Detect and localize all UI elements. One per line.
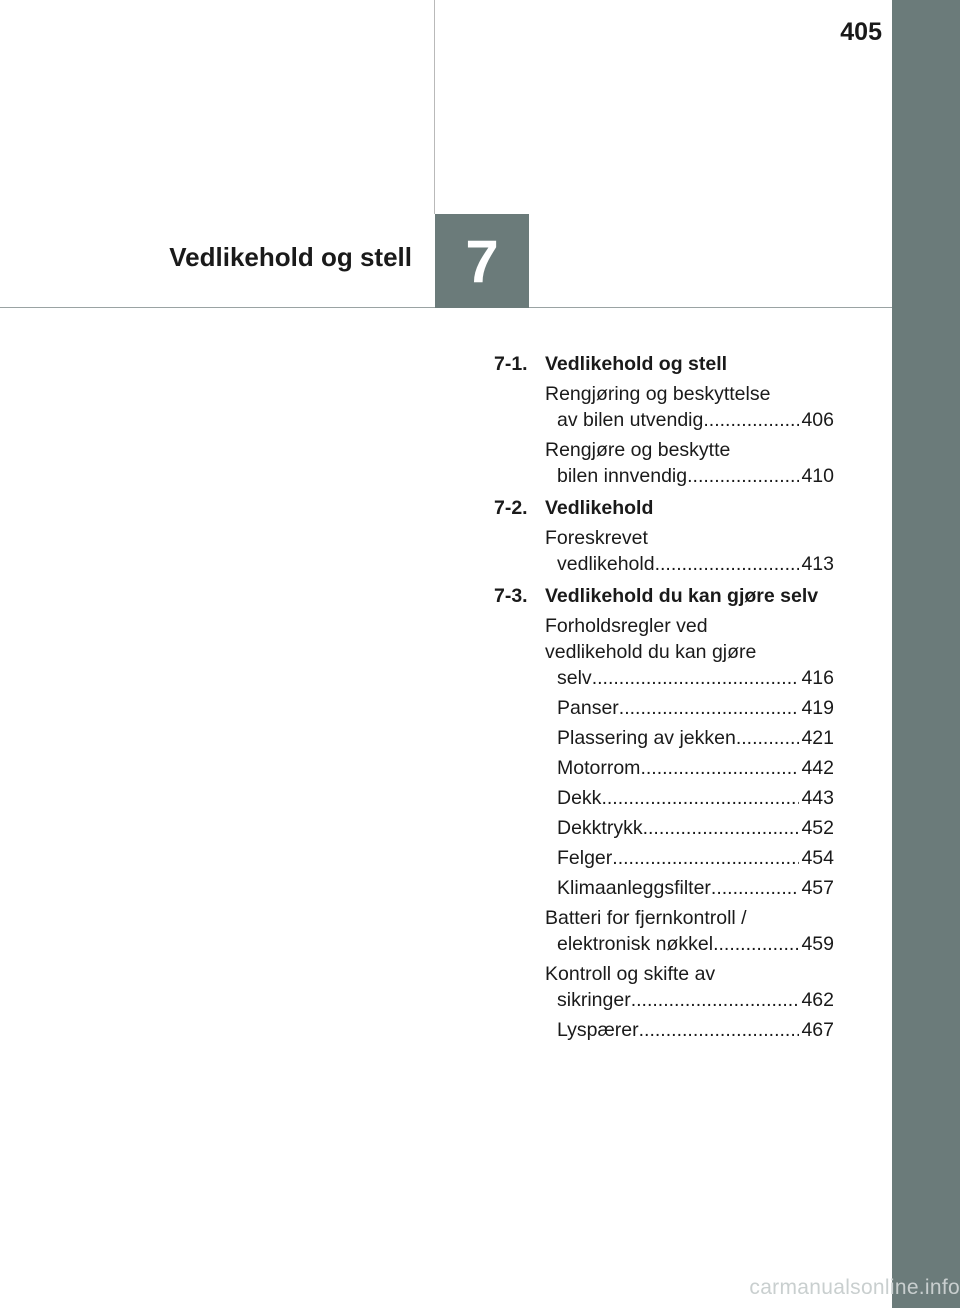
toc-entry-line (557, 1017, 834, 1043)
toc-entry-line (557, 987, 834, 1013)
toc-entry-page: 452 (801, 817, 834, 839)
toc-entry[interactable] (545, 1017, 834, 1043)
toc-dot-leader (640, 755, 799, 781)
toc-entry-line (557, 785, 834, 811)
toc-entry-page: 419 (801, 697, 834, 719)
toc-entry-text: av bilen utvendig (557, 409, 704, 431)
toc-dot-leader (592, 665, 800, 691)
toc-entry-line (557, 695, 834, 721)
chapter-number-box: 7 (435, 214, 529, 308)
page-number: 405 (840, 18, 882, 46)
toc-entry-line (557, 755, 834, 781)
table-of-contents (494, 351, 834, 1043)
toc-dot-leader (612, 845, 799, 871)
toc-entry[interactable] (545, 845, 834, 871)
toc-entry-line (557, 875, 834, 901)
toc-entry[interactable] (545, 437, 834, 489)
toc-dot-leader (601, 785, 799, 811)
toc-entry[interactable] (545, 875, 834, 901)
toc-dot-leader (711, 875, 800, 901)
toc-entry-text: Forholdsregler ved (545, 615, 708, 637)
toc-entry-page: 416 (801, 667, 834, 689)
toc-entry[interactable] (545, 905, 834, 957)
toc-dot-leader (639, 1017, 800, 1043)
toc-dot-leader (655, 551, 800, 577)
toc-section-heading (494, 351, 834, 377)
toc-section-number: 7-2. (494, 497, 528, 519)
toc-dot-leader (619, 695, 800, 721)
toc-entry[interactable] (545, 525, 834, 577)
toc-section-title: Vedlikehold og stell (545, 353, 728, 375)
toc-section-title: Vedlikehold du kan gjøre selv (545, 585, 819, 607)
toc-entry-page: 443 (801, 787, 834, 809)
toc-entry-line (557, 845, 834, 871)
toc-entry-text: elektronisk nøkkel (557, 933, 714, 955)
toc-section-number: 7-1. (494, 353, 528, 375)
toc-entry[interactable] (545, 613, 834, 691)
toc-entry-page: 410 (801, 465, 834, 487)
toc-entry-line (557, 815, 834, 841)
toc-entry[interactable] (545, 815, 834, 841)
toc-entry-line (557, 463, 834, 489)
toc-entry-text: Dekktrykk (557, 817, 643, 839)
toc-entry[interactable] (545, 725, 834, 751)
toc-entry-text: vedlikehold du kan gjøre (545, 641, 757, 663)
toc-entry-page: 462 (801, 989, 834, 1011)
toc-entry-text: Plassering av jekken (557, 727, 736, 749)
toc-dot-leader (713, 931, 799, 957)
toc-entry-text: Klimaanleggsfilter (557, 877, 711, 899)
toc-dot-leader (736, 725, 800, 751)
toc-entry-text: Felger (557, 847, 613, 869)
toc-entry-page: 421 (801, 727, 834, 749)
toc-entry-text: Motorrom (557, 757, 641, 779)
toc-dot-leader (643, 815, 800, 841)
toc-entry-line (557, 407, 834, 433)
toc-entry[interactable] (545, 695, 834, 721)
toc-entry-page: 467 (801, 1019, 834, 1041)
toc-section-heading (494, 495, 834, 521)
toc-entry-page: 454 (801, 847, 834, 869)
toc-entry[interactable] (545, 961, 834, 1013)
toc-entry-text: Lyspærer (557, 1019, 639, 1041)
toc-entry-page: 442 (801, 757, 834, 779)
toc-entry-text: Foreskrevet (545, 527, 648, 549)
chapter-side-tab (892, 0, 960, 1308)
toc-entry-line (557, 665, 834, 691)
toc-section-title: Vedlikehold (545, 497, 654, 519)
toc-entry-text: vedlikehold (557, 553, 655, 575)
toc-entry-text: Rengjøring og beskyttelse (545, 383, 771, 405)
toc-entry-text: bilen innvendig (557, 465, 688, 487)
toc-entry-text: Panser (557, 697, 619, 719)
toc-entry-text: Rengjøre og beskytte (545, 439, 731, 461)
toc-entry-page: 459 (801, 933, 834, 955)
toc-dot-leader (631, 987, 800, 1013)
toc-entry[interactable] (545, 381, 834, 433)
chapter-title: Vedlikehold og stell (169, 242, 412, 272)
toc-dot-leader (703, 407, 799, 433)
watermark-text: carmanualsonline.info (749, 1276, 960, 1299)
toc-dot-leader (687, 463, 799, 489)
toc-entry-line (557, 551, 834, 577)
toc-entry-line (557, 725, 834, 751)
toc-entry-line (557, 931, 834, 957)
toc-entry[interactable] (545, 785, 834, 811)
toc-entry-text: selv (557, 667, 592, 689)
toc-section-heading (494, 583, 834, 609)
toc-entry-text: sikringer (557, 989, 631, 1011)
header-divider-vertical (434, 0, 435, 214)
toc-entry-page: 413 (801, 553, 834, 575)
toc-section-number: 7-3. (494, 585, 528, 607)
toc-entry-page: 457 (801, 877, 834, 899)
toc-entry-text: Batteri for fjernkontroll / (545, 907, 747, 929)
toc-entry-page: 406 (801, 409, 834, 431)
toc-entry-text: Kontroll og skifte av (545, 963, 716, 985)
toc-entry[interactable] (545, 755, 834, 781)
toc-entry-text: Dekk (557, 787, 602, 809)
